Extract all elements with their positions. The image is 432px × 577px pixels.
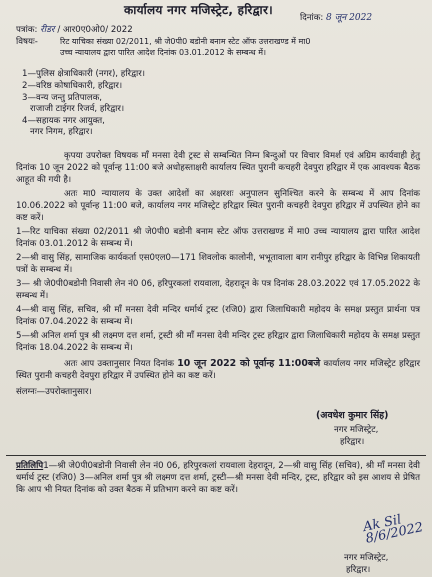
point-1: 1—रिट याचिका संख्या 02/2011 श्री जे0पी0 बडोनी बनाम स्टेट ऑफ उत्तराखण्ड में मा0 उच्च न्यायालय द्वारा पारित आदेश दिनांक 03.01.2012 के सम्बन्ध में। [16,227,420,249]
enclosure: संलग्नः—उपरोक्तानुसार। [16,387,92,397]
ref-label: पत्रांक: [16,25,38,35]
recipient-2: 2—वरिष्ठ कोषाधिकारी, हरिद्वार। [22,81,123,91]
copy-place: हरिद्वार। [346,565,371,575]
point-4: 4—श्री वासु सिंह, सचिव, श्री माँ मनसा देवी मन्दिर धर्मार्थ ट्रस्ट (रजि0) द्वारा जिलाधिकारी महोदय के समक्ष प्रस्तुत प्रार्थना पत्र दिनांक 07.04.2022 के सम्बन्ध में। [16,305,420,327]
signatory-designation: नगर मजिस्ट्रेट, [334,425,379,435]
handwritten-signature: Ak Sil 8/6/2022 [361,512,425,547]
paragraph-attendance: अतः मा0 न्यायालय के उक्त आदेशों का अक्षरशः अनुपालन सुनिश्चित करने के सम्बन्ध में आप दिनांक 10.06.2022 को पूर्वान्ह 11:00 बजे, कार्यालय नगर मजिस्ट्रेट हरिद्वार स्थित पुरानी कचहरी देवपुरा हरिद्वार में उपस्थित होने का कष्ट करें। [16,189,420,223]
copy-paragraph [16,460,420,496]
closing-paragraph [16,358,420,382]
signatory-name: (अवधेश कुमार सिंह) [316,410,389,421]
recipient-1: 1—पुलिस क्षेत्राधिकारी (नगर), हरिद्वार। [22,69,146,79]
separator-line [6,455,426,456]
recipient-4-detail: नगर निगम, हरिद्वार। [30,127,93,137]
point-3: 3— श्री जे0पी0बडोनी निवासी लेन नं0 06, हरिपुरकलां रायवाला, देहरादून के पत्र दिनांक 28.03.2022 एवं 17.05.2022 के सम्बन्ध में। [16,279,420,301]
point-5: 5—श्री अनिल शर्मा पुत्र श्री लक्ष्मण दत्त शर्मा, ट्रस्टी श्री माँ मनसा देवी मन्दिर ट्रस्ट हरिद्वार द्वारा जिलाधिकारी महोदय के समक्ष प्रस्तुत दिनांक 18.04.2022 के सम्बन्ध में। [16,331,420,353]
subject-line-1: रिट याचिका संख्या 02/2011, श्री जे0पी0 बडोनी बनाम स्टेट ऑफ उत्तराखण्ड में मा0 [60,37,311,46]
date-label: दिनांक: [300,13,324,23]
closing-post: कार्यालय नगर मजिस्ट्रेट हरिद्वार स्थित पुरानी कचहरी देवपुरा हरिद्वार में उपस्थित होने का कष्ट करें। [16,359,420,381]
date-value: 8 जून 2022 [326,13,373,23]
date-block [300,12,372,24]
closing-pre: अतः आप उक्तानुसार नियत दिनांक [64,359,178,369]
recipient-3-detail: राजाजी टाईगर रिजर्व, हरिद्वार। [30,104,125,114]
subject-label: विषयः- [16,37,38,47]
recipient-3: 3—वन्य जन्तु प्रतिपालक, [22,93,103,103]
copy-text: 1—श्री जे0पी0बडोनी निवासी लेन नं0 06, हरिपुरकलां रायवाला देहरादून, 2—श्री वासु सिंह (सचिव), श्री माँ मनसा देवी धर्मार्थ ट्रस्ट (रजि0) 3—अनिल शर्मा पुत्र श्री लक्ष्मण दत्त शर्मा, ट्रस्टी—श्री मनसा देवी मन्दिर, ट्रस्ट, हरिद्वार को इस आशय से प्रेषित कि आप भी नियत दिनांक को उक्त बैठक में प्रतिभाग करने का कष्ट करें। [16,461,420,495]
ref-rest: / आर0ए0ओ0/ 2022 [57,25,133,35]
point-2: 2—श्री वासु सिंह, सामाजिक कार्यकर्ता एस0एल0—171 शिवलोक कालोनी, भभूतावाला बाग रानीपुर हरिद्वार के विभिन्न शिकायती पत्रों के सम्बन्ध में। [16,253,420,275]
recipient-4: 4—सहायक नगर आयुक्त, [22,116,105,126]
subject-line-2: उच्च न्यायालय द्वारा पारित आदेश दिनांक 03.01.2012 के सम्बन्ध में। [60,48,267,57]
office-title: कार्यालय नगर मजिस्ट्रेट, हरिद्वार। [124,3,274,17]
signatory-place: हरिद्वार। [340,437,365,447]
paragraph-meeting: कृपया उपरोक्त विषयक माँ मनसा देवी ट्रस्ट से सम्बन्धित निम्न बिन्दुओं पर विचार विमर्श एवं अग्रिम कार्यवाही हेतु दिनांक 10 जून 2022 को पूर्वान्ह 11:00 बजे अधोहस्ताक्षरी कार्यालय स्थित पुरानी कचहरी देवपुरा हरिद्वार में एक आवश्यक बैठक आहूत की गयी है। [16,151,420,185]
copy-designation: नगर मजिस्ट्रेट, [344,553,389,563]
closing-date: 10 जून 2022 को पूर्वान्ह 11:00बजे [177,358,321,369]
reference-line [16,24,133,36]
copy-label: प्रतिलिपि [16,461,44,471]
ref-value: रीडर [40,25,55,35]
